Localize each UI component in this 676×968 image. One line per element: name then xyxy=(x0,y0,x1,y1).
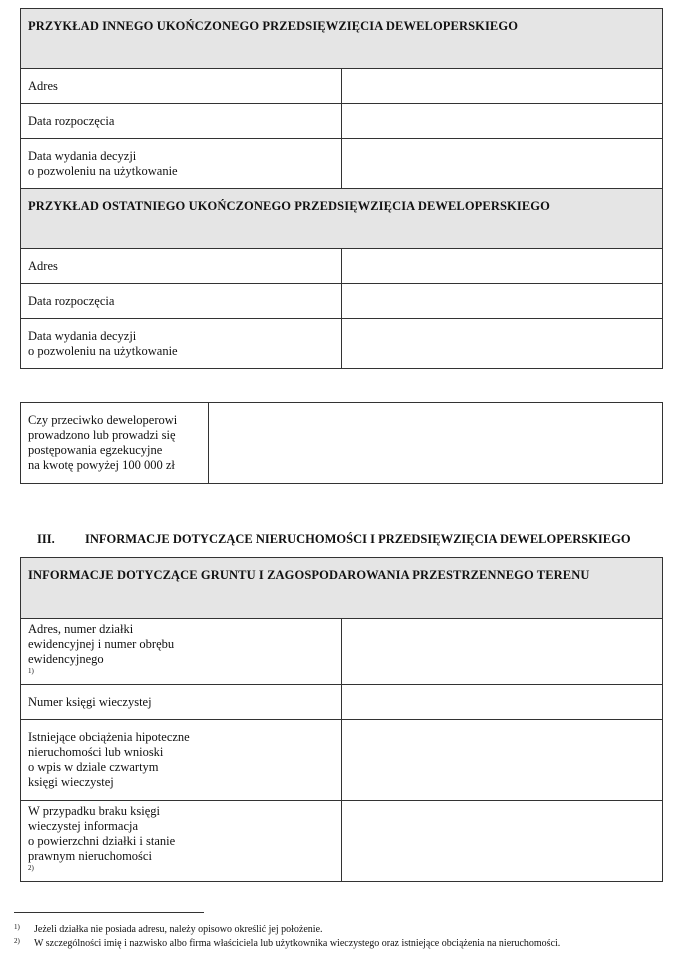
enforcement-label: Czy przeciwko deweloperowi prowadzono lub prowadzi się postępowania egzekucyjne na kwotę powyżej 100 000 zł xyxy=(21,403,209,484)
land-mortgage-field[interactable] xyxy=(342,720,663,801)
footnote-2-mark: 2) xyxy=(14,937,20,945)
land-info-header: INFORMACJE DOTYCZĄCE GRUNTU I ZAGOSPODAROWANIA PRZESTRZENNEGO TERENU xyxy=(21,558,663,619)
land-parcel-label: Adres, numer działki ewidencyjnej i numer obrębu ewidencyjnego $^{1)}$ xyxy=(21,619,342,685)
completed-projects-table xyxy=(20,8,663,369)
section-a-header: PRZYKŁAD INNEGO UKOŃCZONEGO PRZEDSIĘWZIĘCIA DEWELOPERSKIEGO xyxy=(21,9,663,69)
footnote-ref-2: 2) xyxy=(28,863,34,872)
land-mortgage-label: Istniejące obciążenia hipoteczne nieruchomości lub wnioski o wpis w dziale czwartym księgi wieczystej xyxy=(21,720,342,801)
footnote-1 xyxy=(14,921,323,936)
footnote-1-mark: 1) xyxy=(14,923,20,931)
section-a-permit-date-field[interactable] xyxy=(342,139,663,189)
footnote-1-text: Jeżeli działka nie posiada adresu, należy opisowo określić jej położenie. xyxy=(34,924,323,935)
section-b-header: PRZYKŁAD OSTATNIEGO UKOŃCZONEGO PRZEDSIĘWZIĘCIA DEWELOPERSKIEGO xyxy=(21,189,663,249)
footnote-ref-1: 1) xyxy=(28,666,34,675)
section-a-address-field[interactable] xyxy=(342,69,663,104)
section-a-start-date-label: Data rozpoczęcia xyxy=(21,104,342,139)
land-register-number-label: Numer księgi wieczystej xyxy=(21,685,342,720)
land-no-register-field[interactable] xyxy=(342,801,663,882)
section-a-start-date-field[interactable] xyxy=(342,104,663,139)
land-info-table xyxy=(20,557,663,882)
section-iii-text: INFORMACJE DOTYCZĄCE NIERUCHOMOŚCI I PRZEDSIĘWZIĘCIA DEWELOPERSKIEGO xyxy=(85,532,631,546)
section-b-address-field[interactable] xyxy=(342,249,663,284)
enforcement-field[interactable] xyxy=(209,403,663,484)
section-b-permit-date-label: Data wydania decyzji o pozwoleniu na użytkowanie xyxy=(21,319,342,369)
land-register-number-field[interactable] xyxy=(342,685,663,720)
section-b-permit-date-field[interactable] xyxy=(342,319,663,369)
section-iii-number: III. xyxy=(37,532,55,546)
footnote-divider xyxy=(14,912,204,913)
section-a-permit-date-label: Data wydania decyzji o pozwoleniu na użytkowanie xyxy=(21,139,342,189)
section-b-start-date-field[interactable] xyxy=(342,284,663,319)
land-parcel-field[interactable] xyxy=(342,619,663,685)
land-no-register-label: W przypadku braku księgi wieczystej informacja o powierzchni działki i stanie prawnym nieruchomości $^{2)}$ xyxy=(21,801,342,882)
section-a-address-label: Adres xyxy=(21,69,342,104)
section-iii-title xyxy=(37,532,676,547)
footnote-2 xyxy=(14,935,560,950)
section-b-start-date-label: Data rozpoczęcia xyxy=(21,284,342,319)
enforcement-table xyxy=(20,402,663,484)
footnote-2-text: W szczególności imię i nazwisko albo firma właściciela lub użytkownika wieczystego oraz istniejące obciążenia na nieruchomości. xyxy=(34,938,561,949)
section-b-address-label: Adres xyxy=(21,249,342,284)
